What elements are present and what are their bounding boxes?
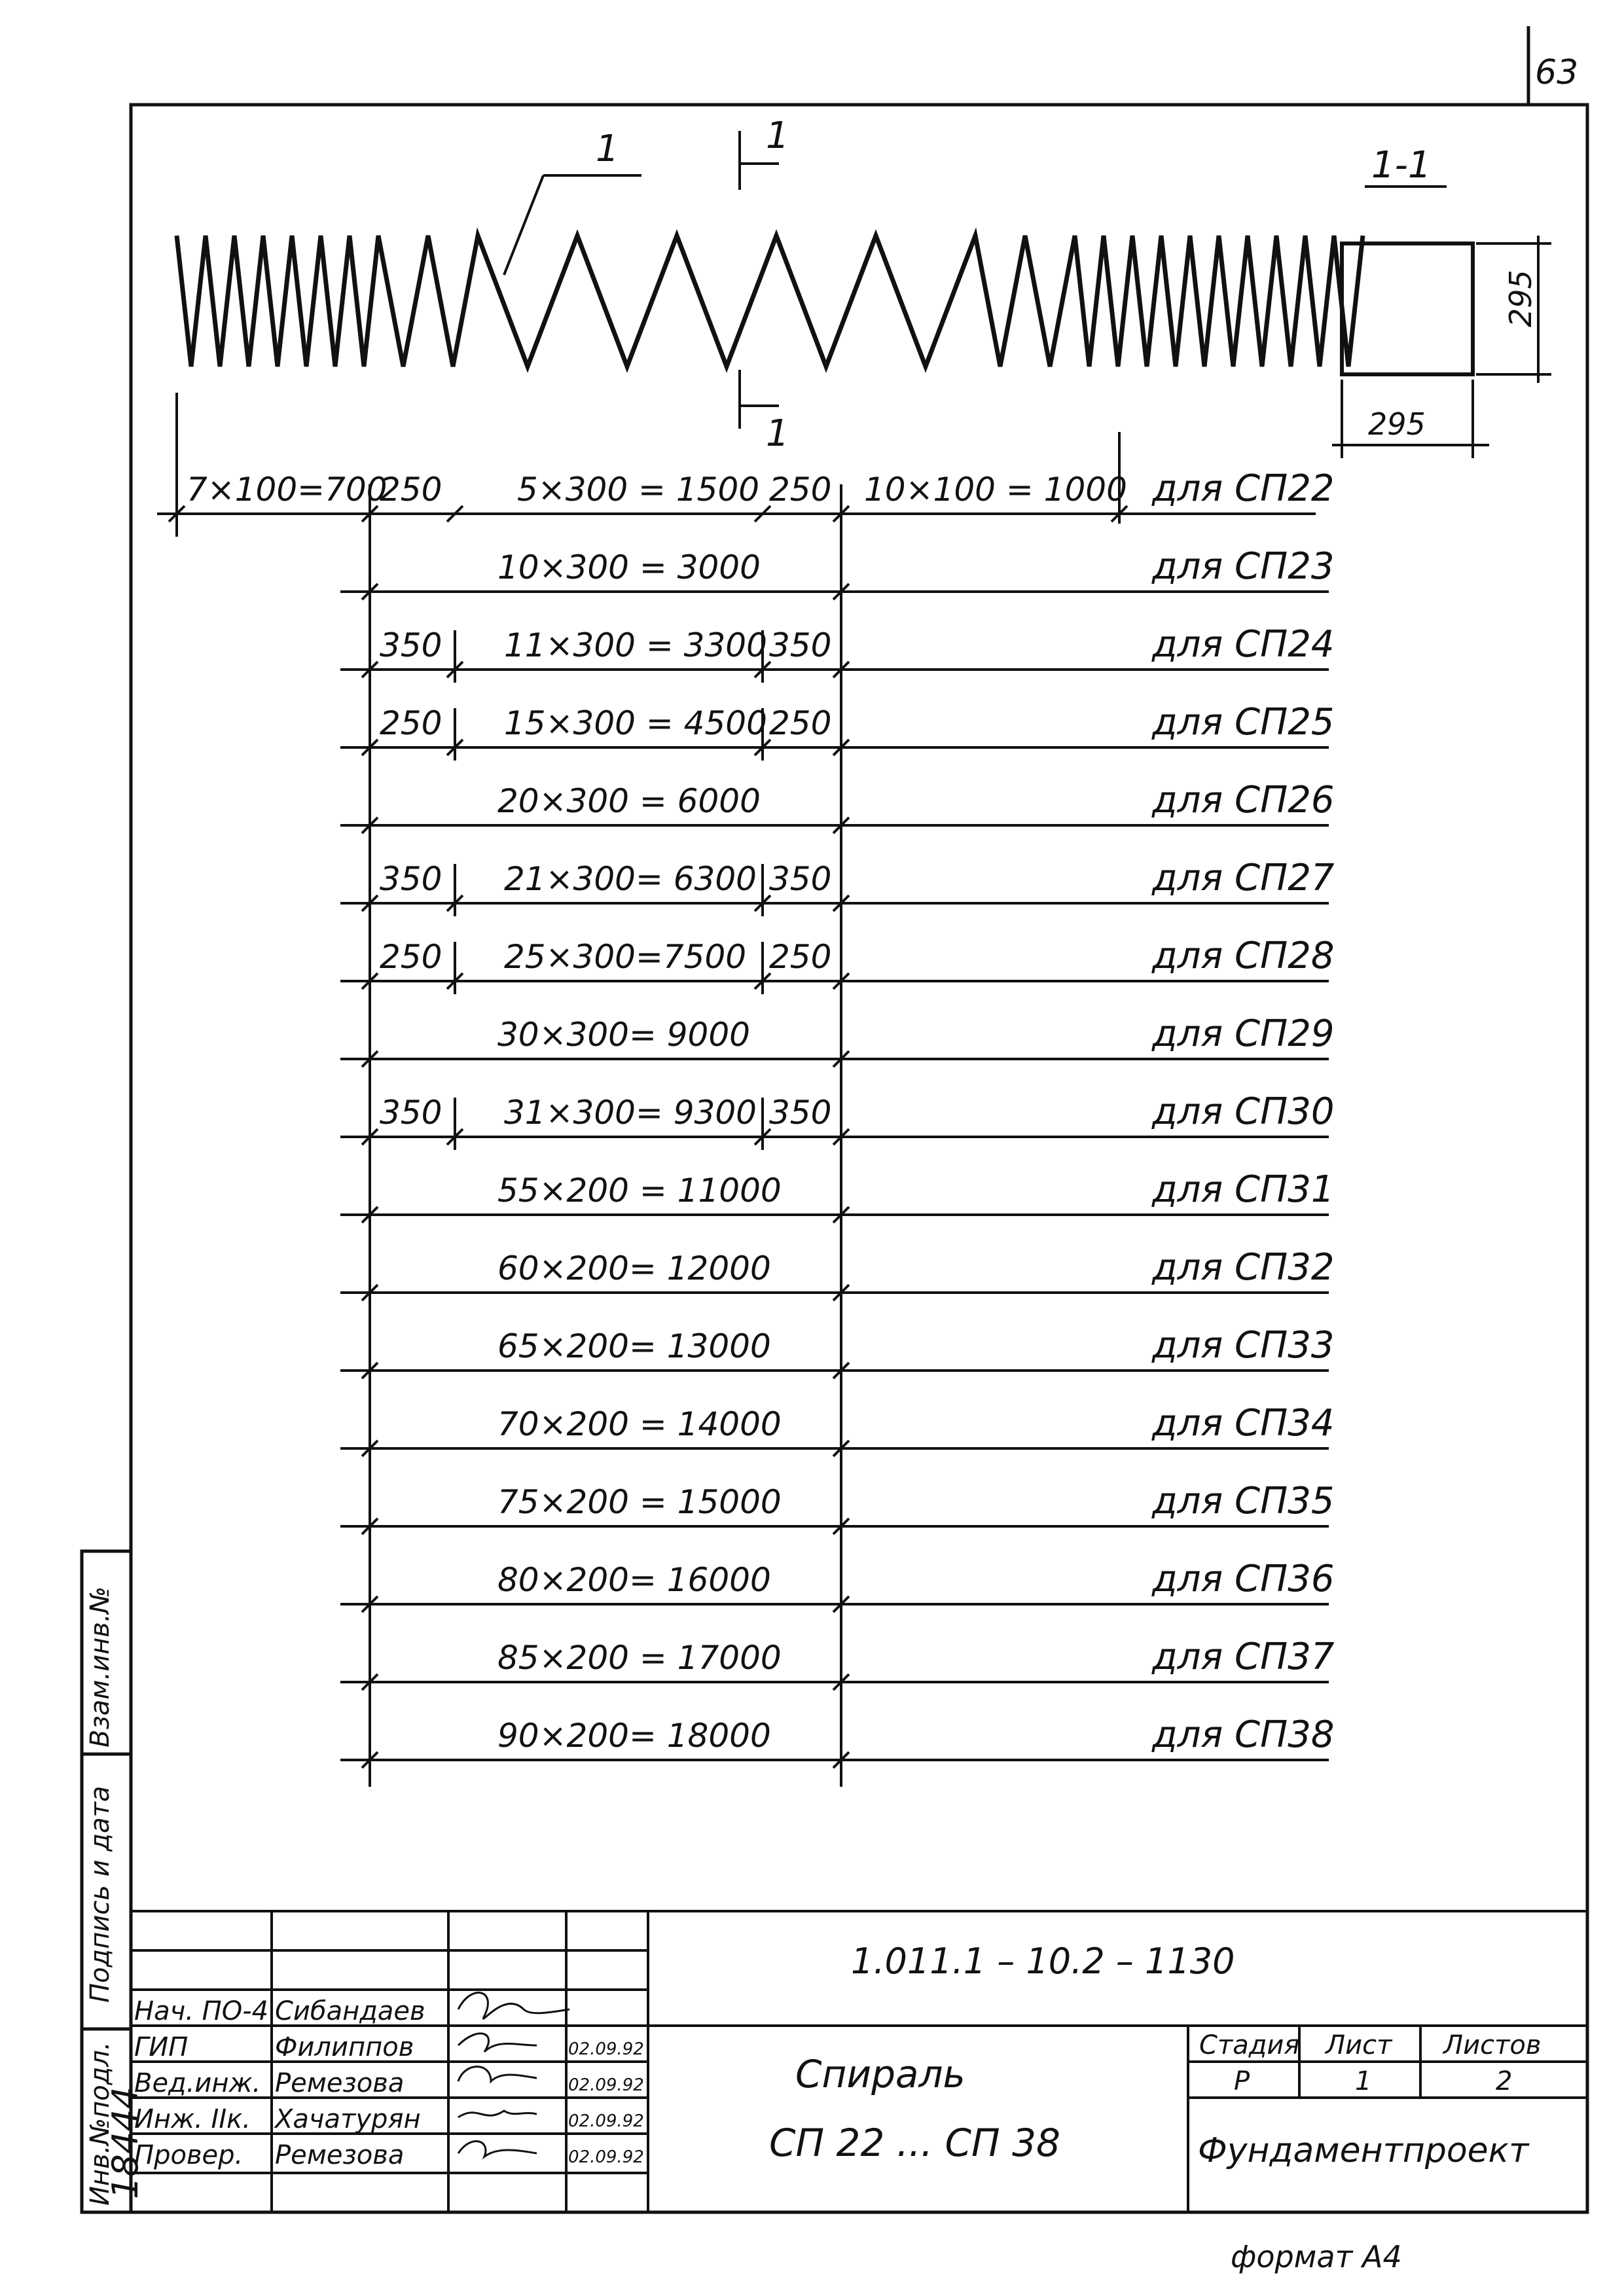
section-cut-mark-top: 1 xyxy=(766,115,789,157)
row-label: для СП29 xyxy=(1152,1013,1335,1055)
vzam-label: Взам.инв.№ xyxy=(85,1586,115,1748)
row-segment: 20×300 = 6000 xyxy=(497,782,761,820)
stage-header: Стадия xyxy=(1199,2030,1300,2060)
signatory-name: Ремезова xyxy=(275,2068,405,2098)
row-label: для СП32 xyxy=(1152,1246,1335,1289)
spring-callout-number: 1 xyxy=(596,128,619,170)
row-segment: 85×200 = 17000 xyxy=(497,1639,782,1677)
row-segment: 250 xyxy=(380,938,442,976)
signatory-role: Нач. ПО-4 xyxy=(134,1996,269,2026)
row-segment: 15×300 = 4500 xyxy=(504,704,767,742)
row-segment: 80×200= 16000 xyxy=(497,1561,771,1599)
row-segment: 350 xyxy=(380,860,442,898)
row-label: для СП31 xyxy=(1152,1168,1335,1211)
signatory-name: Ремезова xyxy=(275,2140,405,2170)
inv-number: 18444 xyxy=(105,2087,146,2199)
row-label: для СП27 xyxy=(1152,857,1335,899)
signatory-date: 02.09.92 xyxy=(568,2147,644,2167)
signatory-name: Хачатурян xyxy=(275,2104,421,2134)
row-segment: 350 xyxy=(769,626,832,664)
row-label: для СП30 xyxy=(1152,1090,1335,1133)
row-label: для СП22 xyxy=(1152,467,1335,510)
row-segment: 10×100 = 1000 xyxy=(864,471,1127,509)
row-segment: 5×300 = 1500 xyxy=(517,471,760,509)
inv-label: Инв.№подл. xyxy=(85,2041,115,2206)
row-segment: 31×300= 9300 xyxy=(504,1094,757,1132)
row-label: для СП28 xyxy=(1152,935,1335,977)
row-segment: 90×200= 18000 xyxy=(497,1717,771,1755)
row-label: для СП23 xyxy=(1152,545,1335,588)
row-label: для СП33 xyxy=(1152,1324,1335,1367)
row-label: для СП35 xyxy=(1152,1480,1335,1522)
row-label: для СП37 xyxy=(1152,1636,1335,1678)
row-label: для СП34 xyxy=(1152,1402,1335,1444)
signatory-name: Филиппов xyxy=(275,2032,414,2062)
row-segment: 7×100=700 xyxy=(187,471,388,509)
organization: Фундаментпроект xyxy=(1198,2131,1529,2170)
row-segment: 250 xyxy=(769,704,832,742)
sheet-number: 63 xyxy=(1535,53,1579,92)
row-segment: 60×200= 12000 xyxy=(497,1249,771,1287)
section-width-dim: 295 xyxy=(1368,406,1426,442)
stage-value: Р xyxy=(1234,2066,1250,2096)
row-segment: 250 xyxy=(380,471,442,509)
row-label: для СП38 xyxy=(1152,1713,1335,1756)
sheet-value: 1 xyxy=(1355,2066,1372,2096)
row-segment: 21×300= 6300 xyxy=(504,860,757,898)
row-segment: 250 xyxy=(769,471,832,509)
row-segment: 70×200 = 14000 xyxy=(497,1405,782,1443)
signatory-role: Инж. IIк. xyxy=(134,2104,251,2134)
podpis-label: Подпись и дата xyxy=(85,1785,115,2003)
signatory-role: Вед.инж. xyxy=(134,2068,261,2098)
spiral-zigzag xyxy=(177,236,1363,367)
signatory-date: 02.09.92 xyxy=(568,2111,644,2131)
signatory-date: 02.09.92 xyxy=(568,2039,644,2059)
section-title: 1-1 xyxy=(1371,144,1432,187)
signatory-role: ГИП xyxy=(134,2032,189,2062)
sheets-value: 2 xyxy=(1496,2066,1513,2096)
row-segment: 350 xyxy=(380,626,442,664)
row-label: для СП24 xyxy=(1152,623,1335,666)
sheet-header: Лист xyxy=(1326,2030,1392,2060)
doc-code: 1.011.1 – 10.2 – 1130 xyxy=(851,1941,1235,1982)
doc-name-line2: СП 22 ... СП 38 xyxy=(769,2121,1060,2165)
row-segment: 30×300= 9000 xyxy=(497,1016,750,1054)
doc-name-line1: Спираль xyxy=(795,2052,965,2096)
row-label: для СП36 xyxy=(1152,1558,1335,1600)
row-label: для СП25 xyxy=(1152,701,1335,744)
signatory-name: Сибандаев xyxy=(275,1996,425,2026)
paper-format: формат А4 xyxy=(1231,2239,1402,2274)
row-segment: 250 xyxy=(380,704,442,742)
section-height-dim: 295 xyxy=(1503,270,1538,327)
row-segment: 10×300 = 3000 xyxy=(497,548,761,586)
row-segment: 75×200 = 15000 xyxy=(497,1483,782,1521)
signatory-date: 02.09.92 xyxy=(568,2075,644,2095)
row-segment: 25×300=7500 xyxy=(504,938,747,976)
row-segment: 350 xyxy=(769,860,832,898)
row-segment: 55×200 = 11000 xyxy=(497,1172,782,1210)
row-label: для СП26 xyxy=(1152,779,1335,821)
row-segment: 65×200= 13000 xyxy=(497,1327,771,1365)
row-segment: 11×300 = 3300 xyxy=(504,626,767,664)
row-segment: 250 xyxy=(769,938,832,976)
signatory-role: Провер. xyxy=(134,2140,244,2170)
section-cut-mark-bottom: 1 xyxy=(766,412,789,455)
row-segment: 350 xyxy=(380,1094,442,1132)
row-segment: 350 xyxy=(769,1094,832,1132)
sheets-header: Листов xyxy=(1443,2030,1542,2060)
signatures xyxy=(458,1993,569,2157)
